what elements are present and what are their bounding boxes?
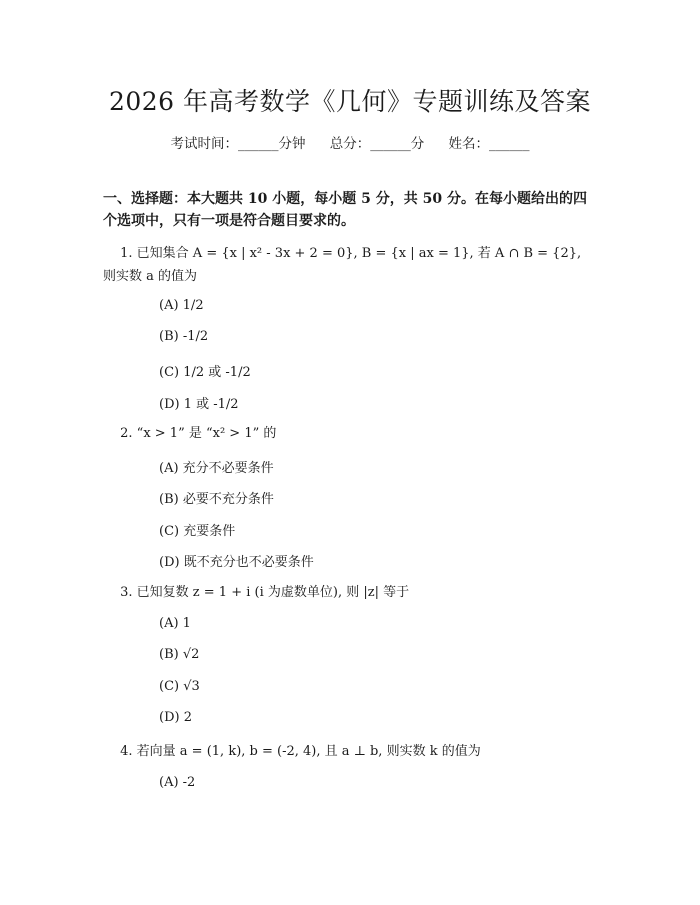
question-4-option-a: (A) -2 bbox=[159, 775, 196, 790]
exam-info-line bbox=[0, 132, 700, 152]
student-name-field: 姓名：______ bbox=[448, 136, 530, 152]
total-score-field: 总分：______分 bbox=[329, 136, 425, 152]
question-1-option-d: (D) 1 或 -1/2 bbox=[159, 397, 239, 412]
question-1-option-c: (C) 1/2 或 -1/2 bbox=[159, 365, 251, 380]
question-3-option-d: (D) 2 bbox=[159, 710, 192, 725]
question-3: 3. 已知复数 z = 1 + i (i 为虚数单位), 则 |z| 等于 bbox=[103, 585, 410, 600]
question-3-option-c: (C) √3 bbox=[159, 679, 200, 694]
question-1: 1. 已知集合 A = {x | x² - 3x + 2 = 0}, B = {x | ax = 1}, 若 A ∩ B = {2}, 则实数 a 的值为 bbox=[103, 246, 582, 284]
exam-time-field: 考试时间：______分钟 bbox=[170, 136, 306, 152]
page-title: 2026 年高考数学《几何》专题训练及答案 bbox=[108, 87, 592, 116]
section-heading: 一、选择题：本大题共 10 小题，每小题 5 分，共 50 分。在每小题给出的四个选项中，只有一项是符合题目要求的。 bbox=[103, 191, 587, 229]
question-2: 2. “x > 1” 是 “x² > 1” 的 bbox=[103, 426, 277, 441]
question-3-option-b: (B) √2 bbox=[159, 647, 200, 662]
question-1-option-b: (B) -1/2 bbox=[159, 329, 209, 344]
question-1-option-a: (A) 1/2 bbox=[159, 298, 204, 313]
question-2-option-a: (A) 充分不必要条件 bbox=[159, 461, 274, 476]
question-4: 4. 若向量 a = (1, k), b = (-2, 4), 且 a ⊥ b, 则实数 k 的值为 bbox=[103, 744, 481, 759]
question-2-option-d: (D) 既不充分也不必要条件 bbox=[159, 555, 314, 570]
question-2-option-b: (B) 必要不充分条件 bbox=[159, 492, 274, 507]
question-2-option-c: (C) 充要条件 bbox=[159, 524, 236, 539]
question-3-option-a: (A) 1 bbox=[159, 616, 191, 631]
